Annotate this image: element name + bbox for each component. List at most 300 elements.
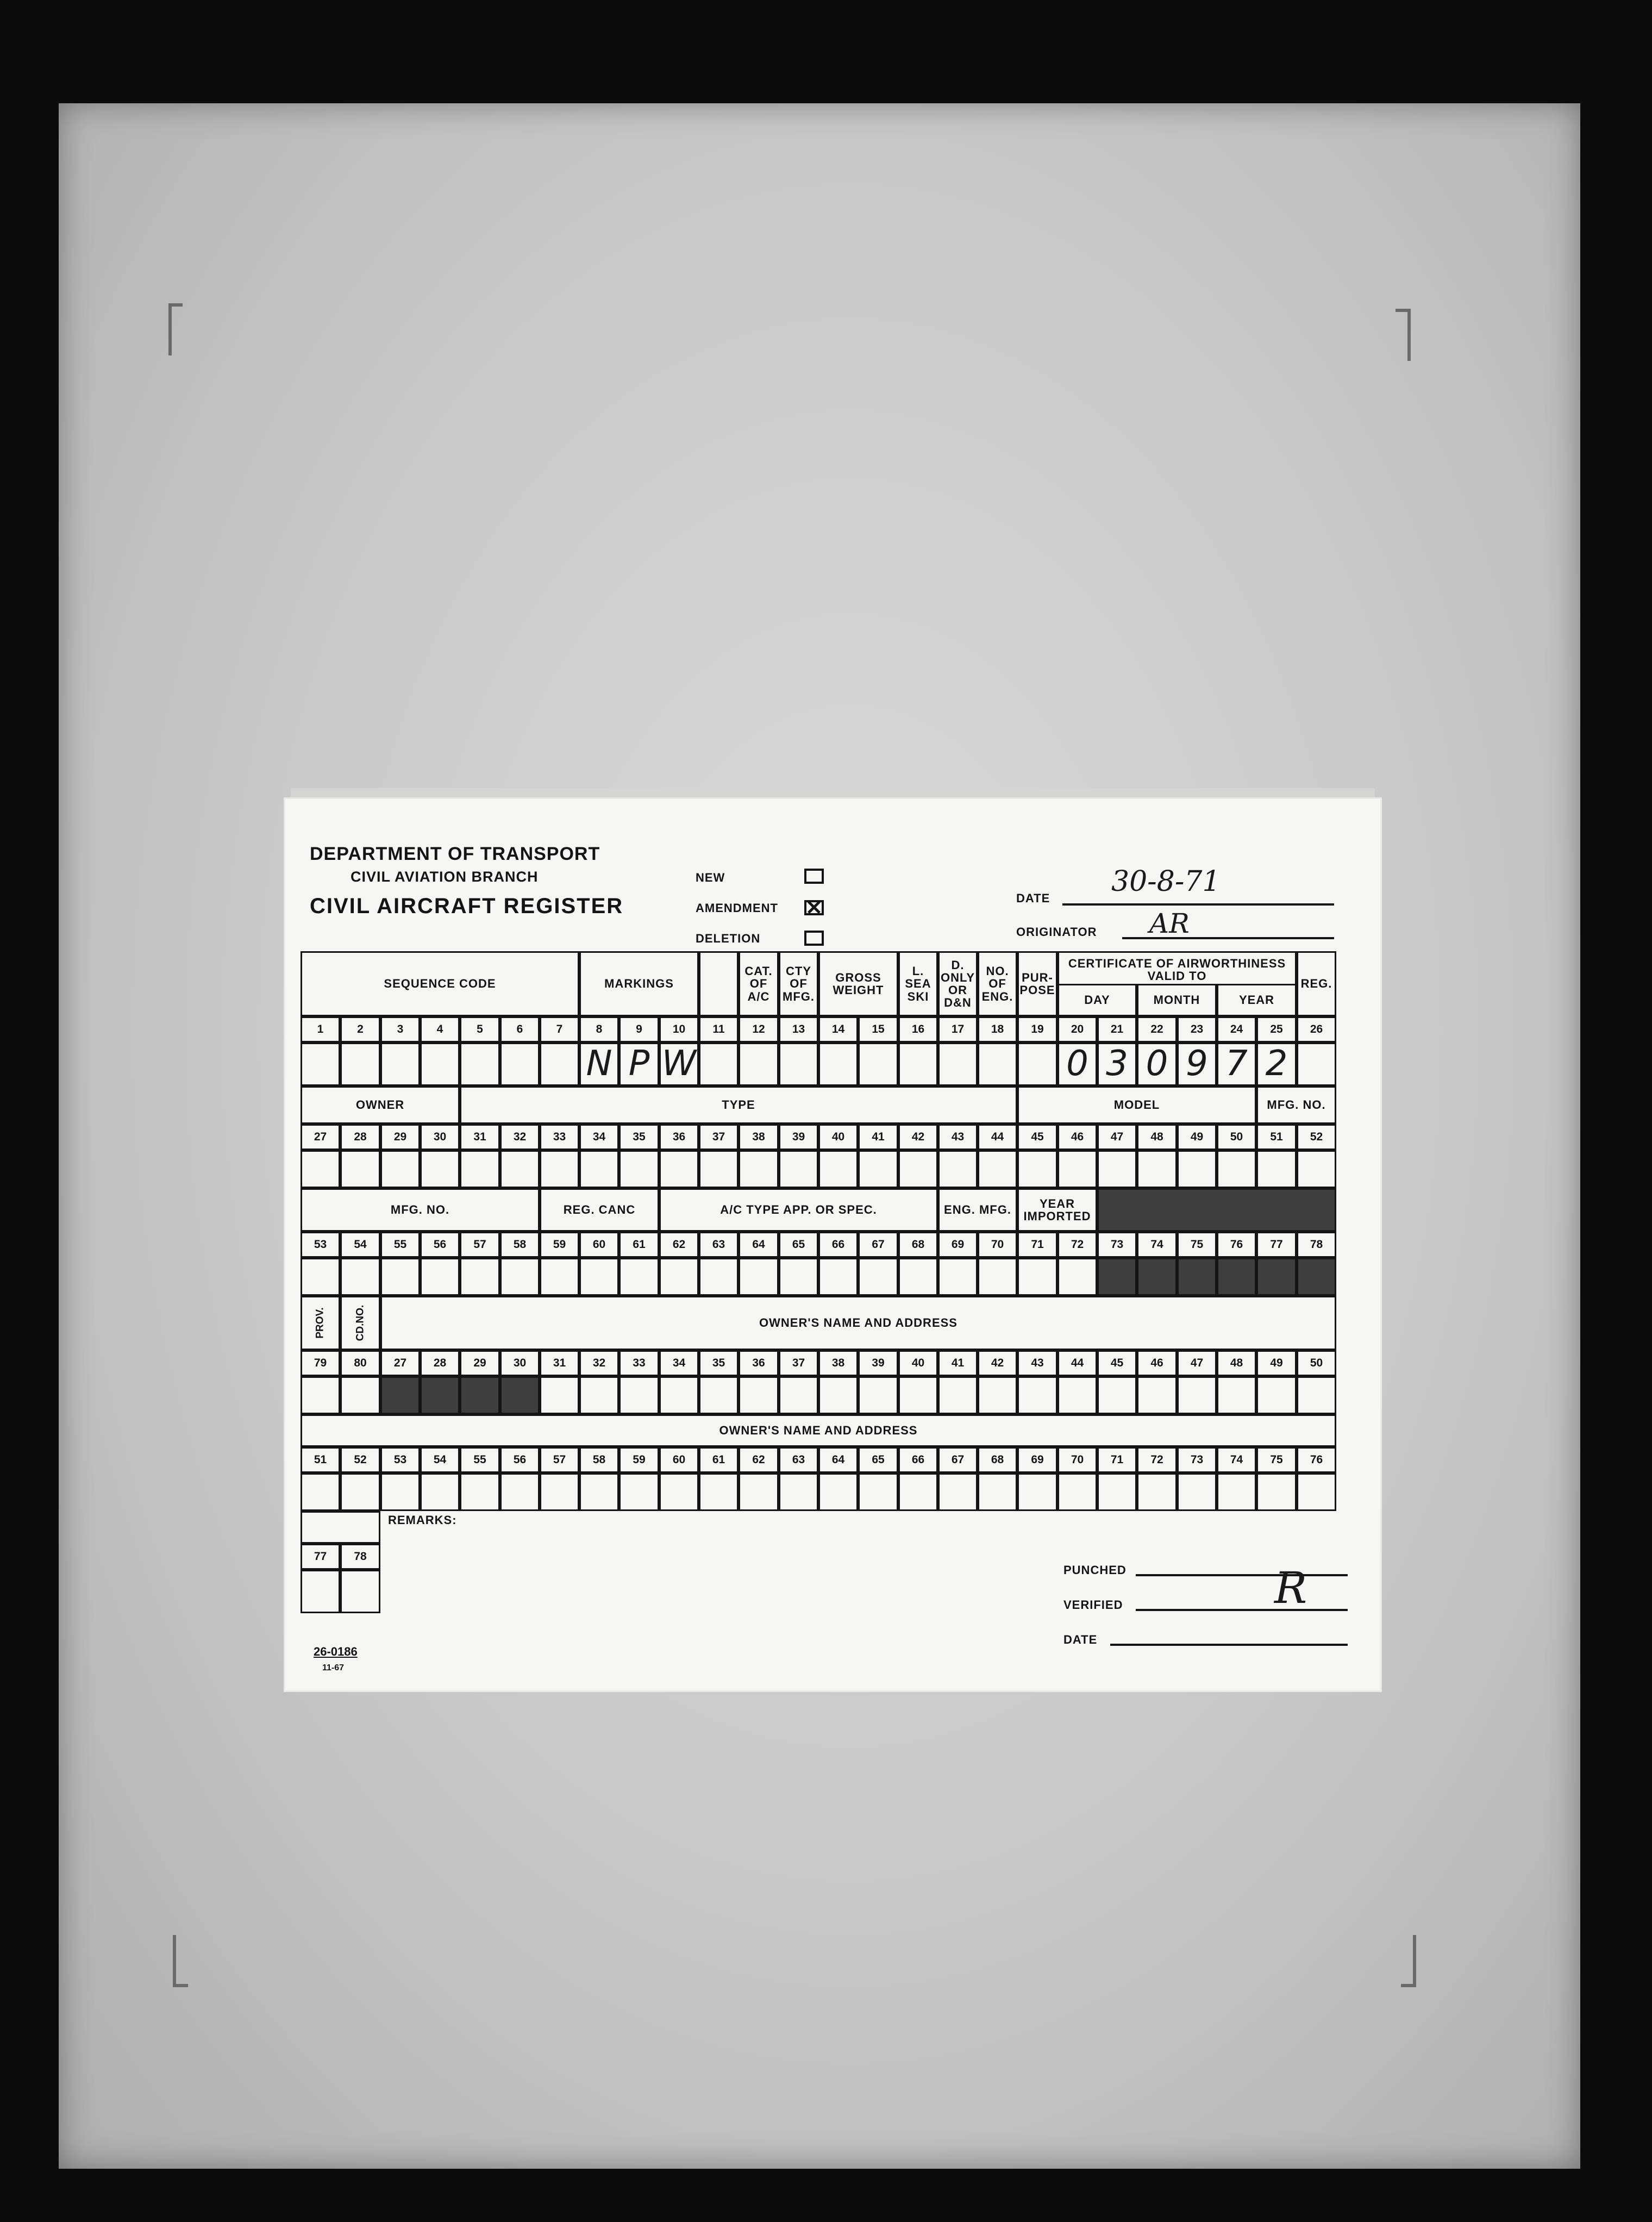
originator-label: ORIGINATOR — [1016, 925, 1097, 939]
section4-input-col-10[interactable] — [699, 1376, 739, 1414]
section4-input-col-23[interactable] — [1217, 1376, 1256, 1414]
section5-input-col-71[interactable] — [1097, 1473, 1137, 1511]
section5-col-number-56: 56 — [500, 1447, 540, 1473]
section1-input-col-2[interactable] — [340, 1043, 380, 1086]
section2-col-number-50: 50 — [1217, 1124, 1256, 1150]
section6-spacer — [301, 1511, 380, 1544]
section4-input-col-1[interactable] — [340, 1376, 380, 1414]
section2-input-col-40[interactable] — [818, 1150, 858, 1188]
section4-col-number-23: 48 — [1217, 1350, 1256, 1376]
section1-header-5: GROSS WEIGHT — [818, 951, 898, 1016]
section5-col-number-71: 71 — [1097, 1447, 1137, 1473]
section1-col-number-22: 22 — [1137, 1016, 1177, 1043]
section2-input-col-39[interactable] — [779, 1150, 818, 1188]
section4-input-col-6[interactable] — [540, 1376, 579, 1414]
section3-header-1: REG. CANC — [540, 1188, 659, 1232]
section5-col-number-61: 61 — [699, 1447, 739, 1473]
section1-input-col-4[interactable] — [420, 1043, 460, 1086]
section3-header-2: A/C TYPE APP. OR SPEC. — [659, 1188, 938, 1232]
section3-input-col-67[interactable] — [858, 1258, 898, 1296]
section1-col-number-14: 14 — [818, 1016, 858, 1043]
section3-input-col-54[interactable] — [340, 1258, 380, 1296]
section1-header-3: CAT. OF A/C — [739, 951, 779, 1016]
section4-input-col-11[interactable] — [739, 1376, 779, 1414]
section1-col-number-20: 20 — [1057, 1016, 1097, 1043]
section3-input-col-69[interactable] — [938, 1258, 978, 1296]
section6-input-col-78[interactable] — [340, 1570, 380, 1613]
section3-col-number-73: 73 — [1097, 1232, 1137, 1258]
section5-input-col-65[interactable] — [858, 1473, 898, 1511]
section2-col-number-29: 29 — [380, 1124, 420, 1150]
section5-col-number-66: 66 — [898, 1447, 938, 1473]
section1-input-col-24[interactable]: 7 — [1217, 1043, 1256, 1086]
section3-input-col-70[interactable] — [978, 1258, 1017, 1296]
section4-input-col-20[interactable] — [1097, 1376, 1137, 1414]
section5-col-number-51: 51 — [301, 1447, 340, 1473]
section1-col-number-3: 3 — [380, 1016, 420, 1043]
new-checkbox[interactable] — [804, 869, 824, 884]
section2-header-2: MODEL — [1017, 1086, 1256, 1124]
section3-col-number-58: 58 — [500, 1232, 540, 1258]
section1-input-col-1[interactable] — [301, 1043, 340, 1086]
section5-input-col-54[interactable] — [420, 1473, 460, 1511]
section4-input-col-2 — [380, 1376, 420, 1414]
section2-input-col-48[interactable] — [1137, 1150, 1177, 1188]
section2-input-col-38[interactable] — [739, 1150, 779, 1188]
section1-input-col-25[interactable]: 2 — [1256, 1043, 1297, 1086]
section1-col-number-12: 12 — [739, 1016, 779, 1043]
section1-col-number-17: 17 — [938, 1016, 978, 1043]
section1-input-col-13[interactable] — [779, 1043, 818, 1086]
section5-input-col-62[interactable] — [739, 1473, 779, 1511]
section4-col-number-13: 38 — [818, 1350, 858, 1376]
section3-input-col-53[interactable] — [301, 1258, 340, 1296]
section4-input-col-9[interactable] — [659, 1376, 699, 1414]
amendment-checkbox[interactable] — [804, 900, 824, 915]
section5-input-col-58[interactable] — [579, 1473, 619, 1511]
section1-col-number-25: 25 — [1256, 1016, 1297, 1043]
section1-header-4: CTY OF MFG. — [779, 951, 818, 1016]
section1-input-col-16[interactable] — [898, 1043, 938, 1086]
section3-col-number-62: 62 — [659, 1232, 699, 1258]
section4-col-number-2: 27 — [380, 1350, 420, 1376]
section3-col-number-67: 67 — [858, 1232, 898, 1258]
section1-col-number-6: 6 — [500, 1016, 540, 1043]
section5-input-col-59[interactable] — [619, 1473, 659, 1511]
section4-input-col-0[interactable] — [301, 1376, 340, 1414]
section4-col-number-15: 40 — [898, 1350, 938, 1376]
section3-col-number-63: 63 — [699, 1232, 739, 1258]
section3-header-4: YEAR IMPORTED — [1017, 1188, 1097, 1232]
section3-input-col-72[interactable] — [1057, 1258, 1097, 1296]
section6-input-col-77[interactable] — [301, 1570, 340, 1613]
section3-input-col-60[interactable] — [579, 1258, 619, 1296]
section2-input-col-42[interactable] — [898, 1150, 938, 1188]
section5-input-col-57[interactable] — [540, 1473, 579, 1511]
section2-col-number-43: 43 — [938, 1124, 978, 1150]
cdno-header — [340, 1296, 380, 1350]
section1-col-number-4: 4 — [420, 1016, 460, 1043]
section4-input-col-19[interactable] — [1057, 1376, 1097, 1414]
section2-input-col-37[interactable] — [699, 1150, 739, 1188]
section5-input-col-75[interactable] — [1256, 1473, 1297, 1511]
section3-col-number-53: 53 — [301, 1232, 340, 1258]
section5-col-number-64: 64 — [818, 1447, 858, 1473]
crop-mark-bottom-right — [1401, 1935, 1416, 1987]
section2-col-number-49: 49 — [1177, 1124, 1217, 1150]
certificate-header-text: CERTIFICATE OF AIRWORTHINESS VALID TO — [1068, 957, 1286, 983]
section1-col-number-10: 10 — [659, 1016, 699, 1043]
section3-input-col-75 — [1177, 1258, 1217, 1296]
section3-input-col-63[interactable] — [699, 1258, 739, 1296]
form-number: 26-0186 — [314, 1645, 358, 1658]
option-new-label: NEW — [696, 871, 725, 884]
originator-value: AR — [1149, 908, 1190, 939]
section4-col-number-8: 33 — [619, 1350, 659, 1376]
section1-input-col-23[interactable]: 9 — [1177, 1043, 1217, 1086]
section1-input-col-8[interactable]: N — [579, 1043, 619, 1086]
section4-input-col-18[interactable] — [1017, 1376, 1057, 1414]
section3-header-3: ENG. MFG. — [938, 1188, 1017, 1232]
section2-col-number-46: 46 — [1057, 1124, 1097, 1150]
register-title: CIVIL AIRCRAFT REGISTER — [310, 894, 624, 918]
section2-input-col-45[interactable] — [1017, 1150, 1057, 1188]
section3-col-number-69: 69 — [938, 1232, 978, 1258]
section2-input-col-44[interactable] — [978, 1150, 1017, 1188]
section3-input-col-73 — [1097, 1258, 1137, 1296]
section2-input-col-47[interactable] — [1097, 1150, 1137, 1188]
section5-col-number-70: 70 — [1057, 1447, 1097, 1473]
section5-col-number-60: 60 — [659, 1447, 699, 1473]
section4-input-col-25[interactable] — [1297, 1376, 1336, 1414]
section2-input-col-46[interactable] — [1057, 1150, 1097, 1188]
section5-input-col-56[interactable] — [500, 1473, 540, 1511]
section5-owner-header: OWNER'S NAME AND ADDRESS — [301, 1414, 1336, 1447]
section5-input-col-60[interactable] — [659, 1473, 699, 1511]
section4-col-number-0: 79 — [301, 1350, 340, 1376]
section2-col-number-38: 38 — [739, 1124, 779, 1150]
section1-col-number-2: 2 — [340, 1016, 380, 1043]
section3-col-number-75: 75 — [1177, 1232, 1217, 1258]
section1-input-col-17[interactable] — [938, 1043, 978, 1086]
section2-input-col-49[interactable] — [1177, 1150, 1217, 1188]
section1-header-6: L. SEA SKI — [898, 951, 938, 1016]
section2-col-number-27: 27 — [301, 1124, 340, 1150]
punched-line — [1136, 1574, 1348, 1576]
section4-col-number-12: 37 — [779, 1350, 818, 1376]
section2-input-col-29[interactable] — [380, 1150, 420, 1188]
section6-col-number-78: 78 — [340, 1544, 380, 1570]
section5-col-number-69: 69 — [1017, 1447, 1057, 1473]
section1-col-number-24: 24 — [1217, 1016, 1256, 1043]
section1-header-1: MARKINGS — [579, 951, 699, 1016]
section4-col-number-6: 31 — [540, 1350, 579, 1376]
section5-input-col-67[interactable] — [938, 1473, 978, 1511]
section3-col-number-66: 66 — [818, 1232, 858, 1258]
section3-col-number-55: 55 — [380, 1232, 420, 1258]
section3-input-col-61[interactable] — [619, 1258, 659, 1296]
section5-col-number-57: 57 — [540, 1447, 579, 1473]
section1-col-number-23: 23 — [1177, 1016, 1217, 1043]
section3-col-number-65: 65 — [779, 1232, 818, 1258]
section3-input-col-59[interactable] — [540, 1258, 579, 1296]
section2-input-col-31[interactable] — [460, 1150, 500, 1188]
section4-col-number-22: 47 — [1177, 1350, 1217, 1376]
prov-header — [301, 1296, 340, 1350]
footer-date-line — [1110, 1644, 1348, 1646]
section5-input-col-64[interactable] — [818, 1473, 858, 1511]
section1-header-0: SEQUENCE CODE — [301, 951, 579, 1016]
verified-line — [1136, 1609, 1348, 1611]
section4-col-number-20: 45 — [1097, 1350, 1137, 1376]
certificate-subheader-0: DAY — [1057, 984, 1137, 1016]
crop-mark-bottom-left — [173, 1935, 188, 1987]
section1-header-7: D. ONLY OR D&N — [938, 951, 978, 1016]
section1-col-number-19: 19 — [1017, 1016, 1057, 1043]
section1-input-col-7[interactable] — [540, 1043, 579, 1086]
section2-col-number-41: 41 — [858, 1124, 898, 1150]
section5-col-number-72: 72 — [1137, 1447, 1177, 1473]
section1-input-col-11[interactable] — [699, 1043, 739, 1086]
section2-input-col-51[interactable] — [1256, 1150, 1297, 1188]
section2-col-number-40: 40 — [818, 1124, 858, 1150]
section1-input-col-9[interactable]: P — [619, 1043, 659, 1086]
section3-input-col-57[interactable] — [460, 1258, 500, 1296]
section5-input-col-72[interactable] — [1137, 1473, 1177, 1511]
section1-input-col-3[interactable] — [380, 1043, 420, 1086]
prov-label: PROV. — [314, 1307, 326, 1339]
section1-input-col-15[interactable] — [858, 1043, 898, 1086]
section4-input-col-22[interactable] — [1177, 1376, 1217, 1414]
section2-col-number-34: 34 — [579, 1124, 619, 1150]
section4-col-number-5: 30 — [500, 1350, 540, 1376]
section2-col-number-31: 31 — [460, 1124, 500, 1150]
date-label: DATE — [1016, 891, 1050, 905]
section5-col-number-59: 59 — [619, 1447, 659, 1473]
section2-col-number-37: 37 — [699, 1124, 739, 1150]
section6-col-number-77: 77 — [301, 1544, 340, 1570]
form-revision: 11-67 — [322, 1663, 345, 1672]
section3-header-5 — [1097, 1188, 1336, 1232]
option-amendment-label: AMENDMENT — [696, 901, 778, 915]
section4-col-number-21: 46 — [1137, 1350, 1177, 1376]
section1-input-col-5[interactable] — [460, 1043, 500, 1086]
section1-col-number-21: 21 — [1097, 1016, 1137, 1043]
section2-col-number-28: 28 — [340, 1124, 380, 1150]
section2-input-col-27[interactable] — [301, 1150, 340, 1188]
section5-col-number-73: 73 — [1177, 1447, 1217, 1473]
section5-input-col-51[interactable] — [301, 1473, 340, 1511]
section4-input-col-12[interactable] — [779, 1376, 818, 1414]
section1-col-number-26: 26 — [1297, 1016, 1336, 1043]
section3-col-number-57: 57 — [460, 1232, 500, 1258]
crop-mark-top-right — [1396, 309, 1411, 361]
section2-header-1: TYPE — [460, 1086, 1017, 1124]
section1-col-number-18: 18 — [978, 1016, 1017, 1043]
section2-header-3: MFG. NO. — [1256, 1086, 1336, 1124]
section4-col-number-18: 43 — [1017, 1350, 1057, 1376]
section3-input-col-65[interactable] — [779, 1258, 818, 1296]
section3-input-col-76 — [1217, 1258, 1256, 1296]
section5-col-number-63: 63 — [779, 1447, 818, 1473]
date-line — [1062, 903, 1334, 906]
section2-col-number-51: 51 — [1256, 1124, 1297, 1150]
section4-input-col-14[interactable] — [858, 1376, 898, 1414]
section1-col-number-11: 11 — [699, 1016, 739, 1043]
section2-input-col-35[interactable] — [619, 1150, 659, 1188]
section2-input-col-41[interactable] — [858, 1150, 898, 1188]
footer-date-label: DATE — [1063, 1633, 1098, 1646]
section4-col-number-24: 49 — [1256, 1350, 1297, 1376]
section5-input-col-69[interactable] — [1017, 1473, 1057, 1511]
section3-input-col-56[interactable] — [420, 1258, 460, 1296]
section1-col-number-9: 9 — [619, 1016, 659, 1043]
section2-input-col-52[interactable] — [1297, 1150, 1336, 1188]
section2-input-col-50[interactable] — [1217, 1150, 1256, 1188]
section1-input-col-6[interactable] — [500, 1043, 540, 1086]
section5-input-col-68[interactable] — [978, 1473, 1017, 1511]
section3-col-number-68: 68 — [898, 1232, 938, 1258]
section2-input-col-43[interactable] — [938, 1150, 978, 1188]
section1-col-number-1: 1 — [301, 1016, 340, 1043]
section2-col-number-52: 52 — [1297, 1124, 1336, 1150]
section4-col-number-16: 41 — [938, 1350, 978, 1376]
section5-col-number-58: 58 — [579, 1447, 619, 1473]
crop-mark-top-left — [168, 303, 183, 355]
section1-input-col-22[interactable]: 0 — [1137, 1043, 1177, 1086]
section4-input-col-15[interactable] — [898, 1376, 938, 1414]
section2-col-number-32: 32 — [500, 1124, 540, 1150]
section3-col-number-72: 72 — [1057, 1232, 1097, 1258]
section5-col-number-53: 53 — [380, 1447, 420, 1473]
section3-input-col-62[interactable] — [659, 1258, 699, 1296]
section2-input-col-34[interactable] — [579, 1150, 619, 1188]
section5-input-col-53[interactable] — [380, 1473, 420, 1511]
section3-col-number-77: 77 — [1256, 1232, 1297, 1258]
register-card — [285, 799, 1380, 1690]
section4-owner-header: OWNER'S NAME AND ADDRESS — [380, 1296, 1336, 1350]
section4-input-col-24[interactable] — [1256, 1376, 1297, 1414]
dept-title: DEPARTMENT OF TRANSPORT — [310, 844, 600, 864]
section5-input-col-55[interactable] — [460, 1473, 500, 1511]
branch-title: CIVIL AVIATION BRANCH — [351, 869, 539, 885]
section3-input-col-68[interactable] — [898, 1258, 938, 1296]
section5-input-col-70[interactable] — [1057, 1473, 1097, 1511]
remarks-label: REMARKS: — [388, 1513, 457, 1527]
section3-input-col-55[interactable] — [380, 1258, 420, 1296]
section3-input-col-66[interactable] — [818, 1258, 858, 1296]
section3-col-number-71: 71 — [1017, 1232, 1057, 1258]
verified-label: VERIFIED — [1063, 1598, 1123, 1612]
section3-input-col-71[interactable] — [1017, 1258, 1057, 1296]
section4-col-number-19: 44 — [1057, 1350, 1097, 1376]
section2-col-number-42: 42 — [898, 1124, 938, 1150]
section1-input-col-18[interactable] — [978, 1043, 1017, 1086]
section1-input-col-26[interactable] — [1297, 1043, 1336, 1086]
section4-col-number-17: 42 — [978, 1350, 1017, 1376]
section1-input-col-10[interactable]: W — [659, 1043, 699, 1086]
section4-input-col-8[interactable] — [619, 1376, 659, 1414]
section5-col-number-55: 55 — [460, 1447, 500, 1473]
section2-col-number-48: 48 — [1137, 1124, 1177, 1150]
section3-input-col-78 — [1297, 1258, 1336, 1296]
section1-input-col-20[interactable]: 0 — [1057, 1043, 1097, 1086]
section5-input-col-76[interactable] — [1297, 1473, 1336, 1511]
section5-col-number-67: 67 — [938, 1447, 978, 1473]
section5-input-col-66[interactable] — [898, 1473, 938, 1511]
section2-input-col-30[interactable] — [420, 1150, 460, 1188]
section5-input-col-61[interactable] — [699, 1473, 739, 1511]
section1-input-col-21[interactable]: 3 — [1097, 1043, 1137, 1086]
section1-header-9: PUR-POSE — [1017, 951, 1057, 1016]
section2-input-col-32[interactable] — [500, 1150, 540, 1188]
section4-col-number-10: 35 — [699, 1350, 739, 1376]
section5-input-col-73[interactable] — [1177, 1473, 1217, 1511]
section1-col-number-8: 8 — [579, 1016, 619, 1043]
certificate-subheader-1: MONTH — [1137, 984, 1217, 1016]
section4-col-number-9: 34 — [659, 1350, 699, 1376]
section5-col-number-74: 74 — [1217, 1447, 1256, 1473]
section1-col-number-5: 5 — [460, 1016, 500, 1043]
section3-col-number-60: 60 — [579, 1232, 619, 1258]
section4-col-number-3: 28 — [420, 1350, 460, 1376]
section4-input-col-7[interactable] — [579, 1376, 619, 1414]
section4-col-number-4: 29 — [460, 1350, 500, 1376]
section2-col-number-44: 44 — [978, 1124, 1017, 1150]
section2-col-number-47: 47 — [1097, 1124, 1137, 1150]
section3-input-col-58[interactable] — [500, 1258, 540, 1296]
section3-col-number-59: 59 — [540, 1232, 579, 1258]
section4-input-col-16[interactable] — [938, 1376, 978, 1414]
section2-col-number-33: 33 — [540, 1124, 579, 1150]
section4-col-number-1: 80 — [340, 1350, 380, 1376]
section3-col-number-64: 64 — [739, 1232, 779, 1258]
section1-col-number-16: 16 — [898, 1016, 938, 1043]
section4-input-col-21[interactable] — [1137, 1376, 1177, 1414]
section2-input-col-28[interactable] — [340, 1150, 380, 1188]
section4-col-number-14: 39 — [858, 1350, 898, 1376]
section5-input-col-52[interactable] — [340, 1473, 380, 1511]
section2-input-col-36[interactable] — [659, 1150, 699, 1188]
section4-col-number-11: 36 — [739, 1350, 779, 1376]
section5-input-col-63[interactable] — [779, 1473, 818, 1511]
section3-col-number-61: 61 — [619, 1232, 659, 1258]
section5-col-number-54: 54 — [420, 1447, 460, 1473]
section5-col-number-52: 52 — [340, 1447, 380, 1473]
cdno-label: CD.NO. — [354, 1305, 366, 1341]
section4-input-col-13[interactable] — [818, 1376, 858, 1414]
date-value: 30-8-71 — [1111, 865, 1221, 898]
section3-header-0: MFG. NO. — [301, 1188, 540, 1232]
section5-col-number-76: 76 — [1297, 1447, 1336, 1473]
section3-col-number-76: 76 — [1217, 1232, 1256, 1258]
section2-header-0: OWNER — [301, 1086, 460, 1124]
section4-input-col-17[interactable] — [978, 1376, 1017, 1414]
section2-input-col-33[interactable] — [540, 1150, 579, 1188]
section1-input-col-19[interactable] — [1017, 1043, 1057, 1086]
section2-col-number-35: 35 — [619, 1124, 659, 1150]
deletion-checkbox[interactable] — [804, 931, 824, 946]
section2-col-number-36: 36 — [659, 1124, 699, 1150]
section5-input-col-74[interactable] — [1217, 1473, 1256, 1511]
section1-input-col-12[interactable] — [739, 1043, 779, 1086]
punched-label: PUNCHED — [1063, 1563, 1127, 1577]
section3-input-col-64[interactable] — [739, 1258, 779, 1296]
section1-header-2 — [699, 951, 739, 1016]
section5-col-number-68: 68 — [978, 1447, 1017, 1473]
section4-input-col-5 — [500, 1376, 540, 1414]
section1-input-col-14[interactable] — [818, 1043, 858, 1086]
